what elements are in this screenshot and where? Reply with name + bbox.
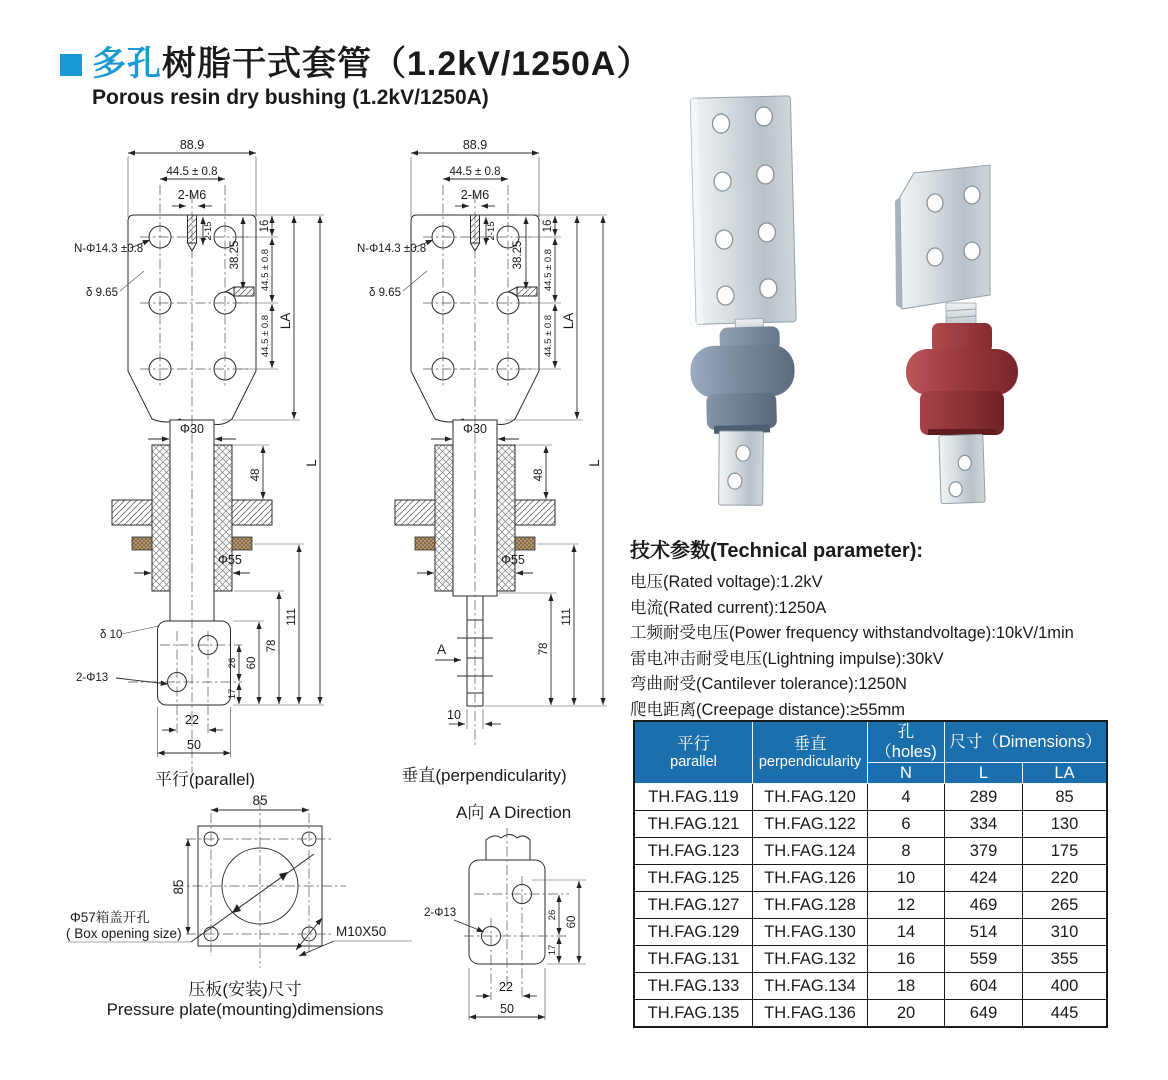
dim-edge-offset: 16 (259, 219, 271, 233)
tech-line-current: 电流(Rated current):1250A (630, 598, 827, 617)
dim-stud: 2-M6 (177, 188, 207, 202)
table-row (634, 919, 1107, 946)
dim-111: 111 (286, 608, 298, 626)
dim-60: 60 (246, 656, 258, 670)
header-parallel-en: parallel (670, 754, 717, 770)
cell: 604 (945, 973, 1023, 1000)
dim-17: 17 (547, 944, 558, 956)
dim-la: LA (278, 312, 293, 330)
dim-width-overall: 88.9 (462, 138, 488, 152)
dim-stud-offset: 38.25 (229, 240, 241, 270)
photo-gray-bushing (683, 96, 801, 507)
header-dims-group: 尺寸（Dimensions） (945, 721, 1108, 763)
cell: 14 (868, 919, 945, 946)
cell: TH.FAG.130 (753, 919, 868, 946)
cell: TH.FAG.135 (634, 1000, 753, 1028)
caption-pressure-plate-zh: 压板(安装)尺寸 (188, 980, 302, 999)
dim-50: 50 (500, 1002, 514, 1016)
table-row (634, 865, 1107, 892)
dim-60: 60 (566, 915, 578, 929)
page-title-highlight: 多孔 (92, 45, 162, 83)
drawing-perpendicular (355, 133, 625, 793)
dim-stud-depth: 2-15 (486, 221, 497, 241)
cell: TH.FAG.119 (634, 784, 753, 811)
table-row (634, 1000, 1107, 1028)
cell: TH.FAG.122 (753, 811, 868, 838)
dim-shaft-dia: Φ30 (463, 422, 487, 436)
cell: 175 (1023, 838, 1108, 865)
tech-params-title: 技术参数(Technical parameter): (630, 540, 924, 562)
cell: TH.FAG.121 (634, 811, 753, 838)
dim-111: 111 (561, 608, 573, 626)
dim-l: L (304, 459, 319, 467)
label-plate-thickness: δ 10 (100, 629, 123, 641)
cell: TH.FAG.127 (634, 892, 753, 919)
dim-stud-depth: 2-15 (203, 221, 214, 241)
header-perpendicular-en: perpendicularity (758, 754, 862, 770)
table-row (634, 892, 1107, 919)
table-row (634, 811, 1107, 838)
cell: 469 (945, 892, 1023, 919)
caption-perpendicular: 垂直(perpendicularity) (401, 766, 567, 785)
header-la: LA (1023, 763, 1108, 784)
cell: 85 (1023, 784, 1108, 811)
page-subtitle: Porous resin dry bushing (1.2kV/1250A) (92, 86, 489, 109)
label-view-a: A (437, 642, 447, 657)
tech-line-cantilever: 弯曲耐受(Cantilever tolerance):1250N (630, 675, 907, 693)
cell: TH.FAG.134 (753, 973, 868, 1000)
cell: 220 (1023, 865, 1108, 892)
dim-hole-pitch-h: 44.5 ± 0.8 (449, 166, 501, 178)
cell: 10 (868, 865, 945, 892)
cell: 334 (945, 811, 1023, 838)
cell: 12 (868, 892, 945, 919)
caption-parallel: 平行(parallel) (154, 770, 256, 789)
blue-square-bullet (60, 54, 82, 76)
photo-red-bushing (895, 165, 1018, 504)
cell: TH.FAG.133 (634, 973, 753, 1000)
dim-stud-offset: 38.25 (512, 240, 524, 270)
cell: 400 (1023, 973, 1108, 1000)
cell: 265 (1023, 892, 1108, 919)
tech-line-voltage: 电压(Rated voltage):1.2kV (630, 573, 823, 591)
label-bolt: M10X50 (336, 924, 387, 939)
cell: 16 (868, 946, 945, 973)
dim-78: 78 (266, 639, 278, 653)
dim-shaft-dia: Φ30 (180, 422, 204, 436)
header-holes-group: 孔（holes) (868, 721, 945, 763)
header-parallel (634, 721, 753, 784)
dim-50: 50 (187, 738, 201, 752)
page-title-rest: 树脂干式套管（1.2kV/1250A） (162, 45, 652, 83)
dim-26: 26 (547, 909, 558, 921)
dim-la: LA (561, 312, 576, 330)
cell: TH.FAG.129 (634, 919, 753, 946)
dim-22: 22 (499, 980, 513, 994)
label-opening-zh: Φ57箱盖开孔 (70, 910, 150, 925)
cell: 20 (868, 1000, 945, 1028)
dim-17: 17 (227, 688, 238, 700)
tech-line-creepage: 爬电距离(Creepage distance):≥55mm (630, 700, 905, 719)
dim-insulator-top: 48 (250, 468, 262, 482)
label-opening-en: ( Box opening size) (66, 926, 182, 941)
tech-line-impulse: 雷电冲击耐受电压(Lightning impulse):30kV (630, 649, 944, 668)
dim-pitch-v1: 44.5 ± 0.8 (543, 248, 554, 292)
dim-pitch-v1: 44.5 ± 0.8 (260, 248, 271, 292)
dim-bolt-pitch-v: 85 (171, 879, 186, 895)
header-perpendicular (753, 721, 868, 784)
dim-insulator-top: 48 (533, 468, 545, 482)
label-thickness: δ 9.65 (369, 287, 401, 299)
dim-insulator-dia: Φ55 (501, 553, 525, 567)
tech-params (630, 534, 1165, 723)
cell: TH.FAG.136 (753, 1000, 868, 1028)
label-holes: N-Φ14.3 ±0.8 (357, 243, 427, 255)
dim-pitch-v2: 44.5 ± 0.8 (260, 314, 271, 358)
cell: TH.FAG.126 (753, 865, 868, 892)
caption-pressure-plate-en: Pressure plate(mounting)dimensions (106, 1000, 384, 1019)
a-direction-title: A向 A Direction (456, 803, 572, 822)
dim-width-overall: 88.9 (179, 138, 205, 152)
label-plate-holes: 2-Φ13 (424, 907, 457, 919)
cell: 6 (868, 811, 945, 838)
cell: TH.FAG.132 (753, 946, 868, 973)
cell: TH.FAG.125 (634, 865, 753, 892)
dim-78: 78 (538, 642, 550, 656)
header-n: N (868, 763, 945, 784)
cell: 310 (1023, 919, 1108, 946)
cell: 559 (945, 946, 1023, 973)
cell: TH.FAG.131 (634, 946, 753, 973)
cell: 130 (1023, 811, 1108, 838)
dim-l: L (587, 459, 602, 467)
cell: 514 (945, 919, 1023, 946)
cell: 649 (945, 1000, 1023, 1028)
dim-rod-width: 10 (447, 708, 461, 722)
dim-edge-offset: 16 (542, 219, 554, 233)
label-thickness: δ 9.65 (86, 287, 118, 299)
header-l: L (945, 763, 1023, 784)
dim-bolt-pitch-h: 85 (252, 793, 268, 808)
label-plate-holes: 2-Φ13 (76, 672, 109, 684)
tech-line-power-freq: 工频耐受电压(Power frequency withstandvoltage):10kV/1min (630, 624, 1074, 642)
dim-26: 26 (227, 657, 238, 669)
page-title (92, 44, 652, 84)
table-row (634, 838, 1107, 865)
dim-pitch-v2: 44.5 ± 0.8 (543, 314, 554, 358)
cell: 355 (1023, 946, 1108, 973)
table-row (634, 973, 1107, 1000)
table-row (634, 946, 1107, 973)
spec-table (633, 720, 1108, 1028)
cell: TH.FAG.124 (753, 838, 868, 865)
table-row (634, 784, 1107, 811)
a-direction-drawing (424, 792, 639, 1022)
cell: 18 (868, 973, 945, 1000)
cell: 424 (945, 865, 1023, 892)
cell: 4 (868, 784, 945, 811)
page-header (60, 44, 652, 110)
dim-stud: 2-M6 (460, 188, 490, 202)
table-header-row-1 (634, 721, 1107, 763)
header-perpendicular-zh: 垂直 (793, 735, 827, 753)
cell: 445 (1023, 1000, 1108, 1028)
label-holes: N-Φ14.3 ±0.8 (74, 243, 144, 255)
product-photos (650, 75, 1160, 515)
dim-hole-pitch-h: 44.5 ± 0.8 (166, 166, 218, 178)
cell: TH.FAG.123 (634, 838, 753, 865)
cell: 8 (868, 838, 945, 865)
drawing-parallel (72, 133, 342, 798)
cell: 379 (945, 838, 1023, 865)
cell: 289 (945, 784, 1023, 811)
cell: TH.FAG.128 (753, 892, 868, 919)
header-parallel-zh: 平行 (677, 735, 710, 753)
dim-insulator-dia: Φ55 (218, 553, 242, 567)
pressure-plate-drawing (66, 788, 418, 1020)
dim-22: 22 (185, 713, 199, 727)
cell: TH.FAG.120 (753, 784, 868, 811)
